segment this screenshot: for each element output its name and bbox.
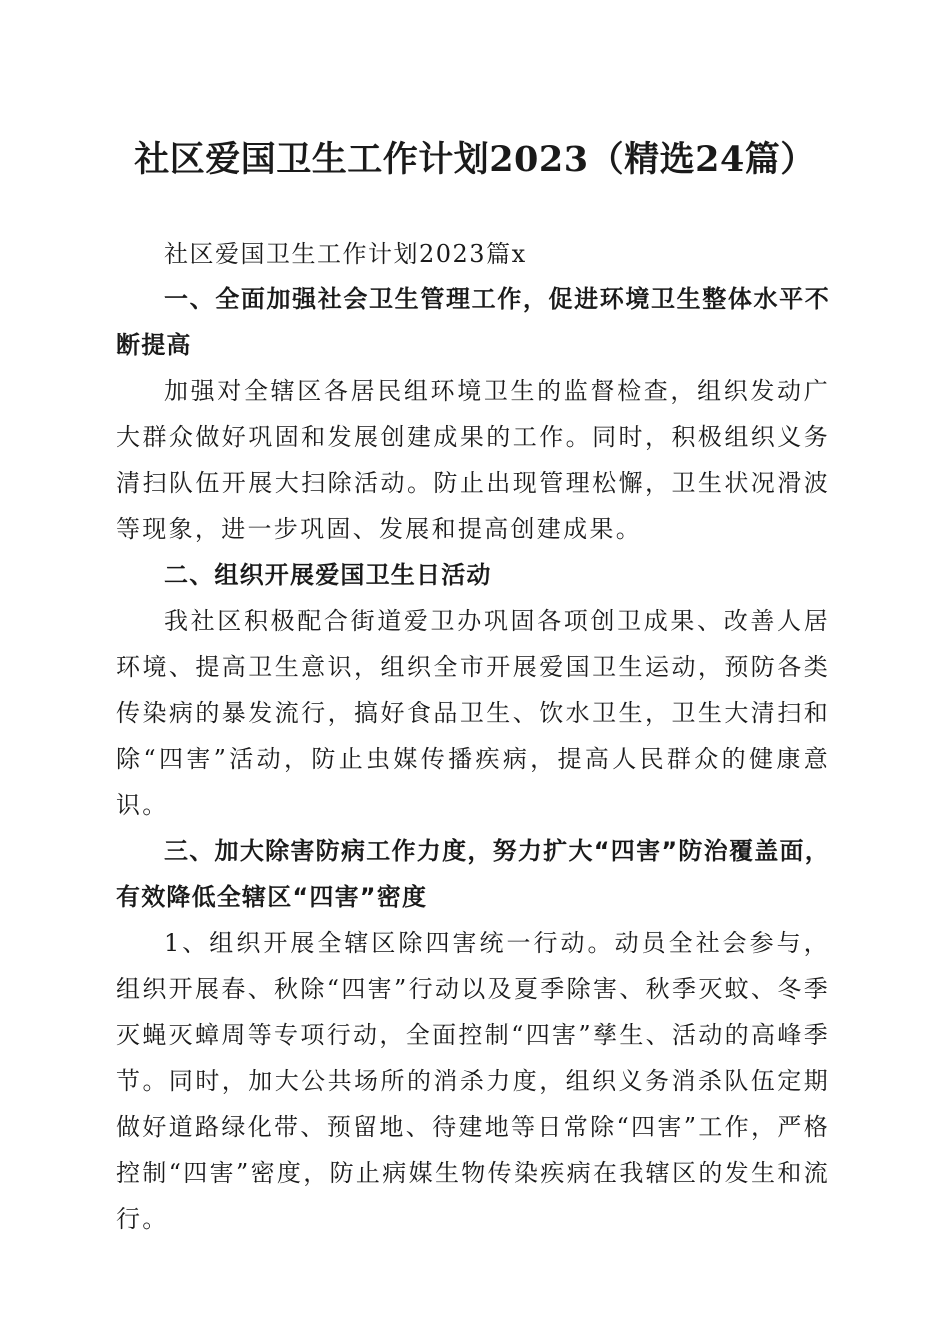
section-heading-3: 三、加大除害防病工作力度，努力扩大“四害”防治覆盖面，有效降低全辖区“四害”密度	[116, 837, 830, 911]
document-body	[116, 232, 830, 1242]
section-3-paragraph: 1、组织开展全辖区除四害统一行动。动员全社会参与，组织开展春、秋除“四害”行动以及夏季除害、秋季灭蚊、冬季灭蝇灭蟑周等专项行动，全面控制“四害”孳生、活动的高峰季节。同时，加大公共场所的消杀力度，组织义务消杀队伍定期做好道路绿化带、预留地、待建地等日常除“四害”工作，严格控制“四害”密度，防止病媒生物传染疾病在我辖区的发生和流行。	[116, 929, 830, 1233]
section-2-paragraph: 我社区积极配合街道爱卫办巩固各项创卫成果、改善人居环境、提高卫生意识，组织全市开展爱国卫生运动，预防各类传染病的暴发流行，搞好食品卫生、饮水卫生，卫生大清扫和除“四害”活动，防止虫媒传播疾病，提高人民群众的健康意识。	[116, 607, 830, 819]
document-subtitle: 社区爱国卫生工作计划2023篇x	[164, 240, 527, 268]
section-heading-1: 一、全面加强社会卫生管理工作，促进环境卫生整体水平不断提高	[116, 285, 830, 359]
section-1-paragraph: 加强对全辖区各居民组环境卫生的监督检查，组织发动广大群众做好巩固和发展创建成果的工作。同时，积极组织义务清扫队伍开展大扫除活动。防止出现管理松懈，卫生状况滑波等现象，进一步巩固、发展和提高创建成果。	[116, 377, 830, 543]
section-heading-2: 二、组织开展爱国卫生日活动	[164, 561, 492, 589]
document-title: 社区爱国卫生工作计划2023（精选24篇）	[134, 139, 816, 180]
